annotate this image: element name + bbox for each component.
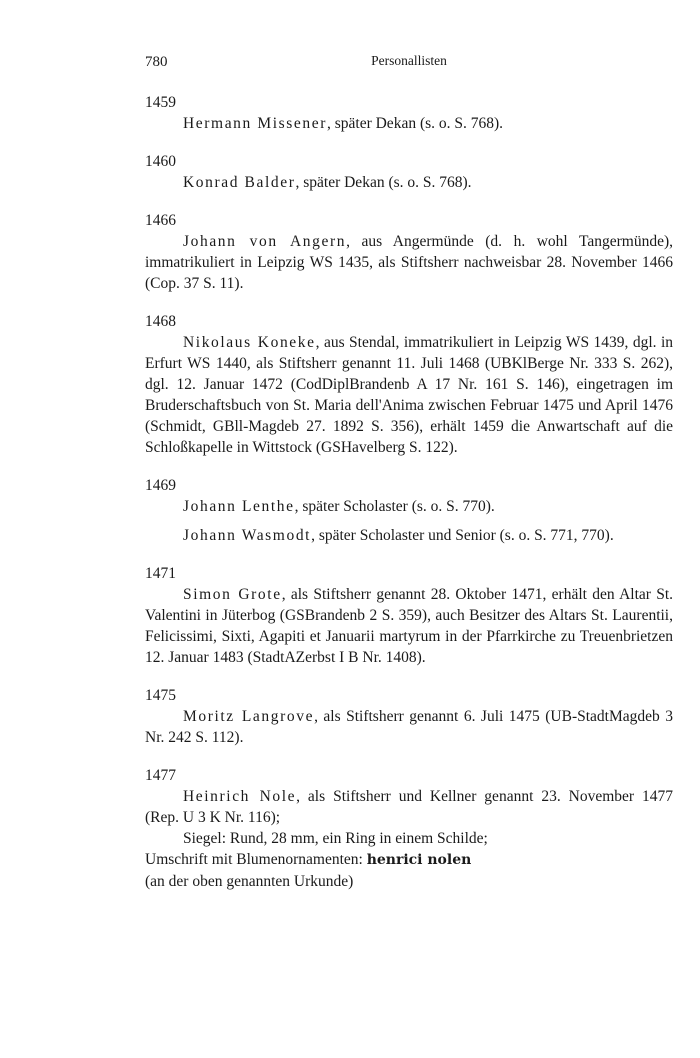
person-entry — [145, 786, 673, 828]
section-1466 — [145, 210, 673, 294]
page-header — [145, 50, 673, 72]
person-entry — [145, 172, 673, 193]
seal-source: (an der oben genannten Urkunde) — [145, 873, 354, 890]
person-name: Hermann Missener — [183, 115, 327, 132]
section-year: 1468 — [145, 313, 176, 330]
running-title: Personallisten — [371, 53, 447, 68]
entry-text: , später Scholaster (s. o. S. 770). — [294, 498, 495, 515]
person-name: Heinrich Nole — [183, 788, 297, 805]
person-entry — [145, 706, 673, 748]
entry-text: , später Scholaster und Senior (s. o. S. 771, 770). — [311, 527, 614, 544]
person-name: Simon Grote — [183, 586, 282, 603]
section-year: 1471 — [145, 565, 176, 582]
person-name: Moritz Langrove — [183, 708, 315, 725]
person-name: Nikolaus Koneke — [183, 334, 316, 351]
page — [145, 50, 673, 909]
person-entry — [145, 332, 673, 458]
person-name: Johann Wasmodt — [183, 527, 312, 544]
inscription-text: henrici nolen — [366, 852, 472, 868]
person-entry — [145, 113, 673, 134]
person-name: Johann Lenthe — [183, 498, 295, 515]
section-year: 1460 — [145, 153, 176, 170]
section-1469 — [145, 475, 673, 546]
person-entry — [145, 525, 673, 546]
entry-text: , als Stiftsherr genannt 6. Juli 1475 (UB-StadtMagdeb 3 Nr. 242 S. 112). — [145, 708, 674, 746]
inscription-prefix: Umschrift mit Blumenornamenten: — [145, 851, 367, 868]
section-year: 1475 — [145, 687, 176, 704]
entry-text: , später Dekan (s. o. S. 768). — [295, 174, 472, 191]
seal-inscription — [145, 849, 673, 871]
section-year: 1469 — [145, 477, 176, 494]
seal-description: Siegel: Rund, 28 mm, ein Ring in einem Schilde; — [183, 830, 488, 847]
entry-text: , als Stiftsherr und Kellner genannt 23. November 1477 (Rep. U 3 K Nr. 116); — [145, 788, 673, 826]
section-1477 — [145, 765, 673, 892]
person-entry — [145, 231, 673, 294]
person-name: Johann von Angern — [183, 233, 347, 250]
entry-text: , als Stiftsherr genannt 28. Oktober 1471, erhält den Altar St. Valentini in Jüterbog (GSBrandenb 2 S. 359), auch Besitzer des Altars St. Laurentii, Felicissimi, Sixti, Agapiti et Januarii martyrum in der Pfarrkirche zu Treuenbrietzen 12. Januar 1483 (StadtAZerbst I B Nr. 1408). — [145, 586, 674, 666]
section-1475 — [145, 685, 673, 748]
section-1468 — [145, 311, 673, 458]
page-number: 780 — [145, 54, 168, 70]
entry-text: , aus Angermünde (d. h. wohl Tangermünde), immatrikuliert in Leipzig WS 1435, als Stiftsherr nachweisbar 28. November 1466 (Cop. 37 S. 11). — [145, 233, 674, 292]
section-year: 1459 — [145, 94, 176, 111]
person-entry — [145, 496, 673, 517]
entry-text: , aus Stendal, immatrikuliert in Leipzig WS 1439, dgl. in Erfurt WS 1440, als Stiftsherr genannt 11. Juli 1468 (UBKlBerge Nr. 333 S. 262), dgl. 12. Januar 1472 (CodDiplBrandenb A 17 Nr. 161 S. 146), eingetragen im Bruderschaftsbuch von St. Maria dell'Anima zwischen Februar 1475 und April 1476 (Schmidt, GBll-Magdeb 27. 1892 S. 356), erhält 1459 die Anwartschaft auf die Schloßkapelle in Wittstock (GSHavelberg S. 122). — [145, 334, 674, 456]
person-entry — [145, 584, 673, 668]
section-year: 1477 — [145, 767, 176, 784]
person-name: Konrad Balder — [183, 174, 296, 191]
section-1471 — [145, 563, 673, 668]
section-1459 — [145, 92, 673, 134]
entry-text: , später Dekan (s. o. S. 768). — [326, 115, 504, 132]
section-year: 1466 — [145, 212, 176, 229]
section-1460 — [145, 151, 673, 193]
